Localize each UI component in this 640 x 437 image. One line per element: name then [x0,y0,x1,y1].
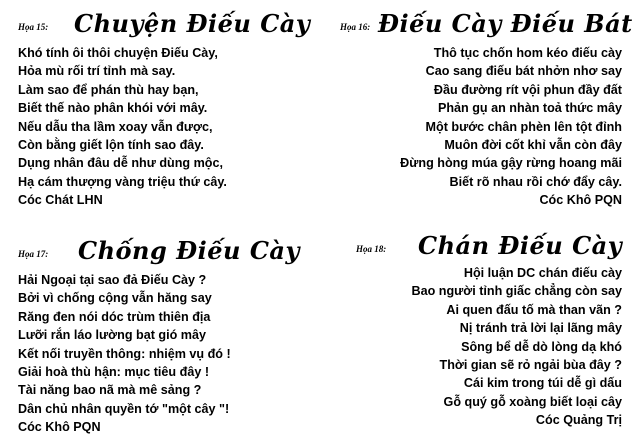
poem-line: Hội luận DC chán điếu cày [463,266,622,280]
poem-line: Hỏa mù rối trí tỉnh mà say. [18,64,176,79]
poem-title: Điếu Cày Điếu Bát [378,9,633,38]
poem-line: Phản gụ an nhàn toả thức mây [437,101,622,116]
poem-16 [330,4,633,210]
poem-lines [18,271,318,437]
poem-line: Răng đen nói dóc trùm thiên địa [18,309,211,324]
poem-line: Dụng nhân đâu dễ như dùng mộc, [18,156,224,171]
poem-line: Hạ cám thượng vàng triệu thứ cây. [18,174,227,189]
poem-line: Làm sao để phán thù hay bạn, [18,82,199,97]
poem-header [18,4,311,38]
poem-line: Biết thế nào phân khói với mây. [18,101,208,116]
poem-title: Chán Điếu Cày [418,231,623,260]
poem-line: Muôn đời cốt khỉ vẫn còn đây [444,138,622,153]
poem-line: Bao người tỉnh giấc chẳng còn say [411,284,622,299]
poem-line: Tài năng bao nã mà mê sảng ? [18,383,202,398]
poem-line: Khó tính ôi thôi chuyện Điếu Cày, [18,46,218,60]
poem-line: Nếu dẫu tha lầm xoay vẫn được, [18,119,213,134]
poem-line: Giải hoà thù hận: mục tiêu đây ! [18,365,210,380]
poem-line: Thô tục chốn hom kéo điếu cày [433,46,622,60]
poem-line: Hải Ngoại tại sao đả Điếu Cày ? [18,273,207,287]
poem-header [330,226,622,260]
poem-lines [330,264,622,430]
poem-lines [330,44,622,210]
poem-number: Họa 17: [18,249,49,259]
poem-line: Kết nối truyền thông: nhiệm vụ đó ! [18,346,231,361]
poem-line: Bởi vì chống cộng vẫn hăng say [18,291,212,306]
poem-line: Lưỡi rắn láo lường bạt gió mây [18,328,206,343]
poem-line: Cao sang điếu bát nhởn nhơ say [425,64,622,79]
poem-line: Cái kim trong túi dễ gì dấu [463,376,622,391]
poem-line: Đầu đường rít vội phun đầy đất [433,82,622,97]
poem-title: Chống Điếu Cày [78,236,300,265]
poem-author: Cóc Khô PQN [18,420,101,435]
poem-line: Một bước chân phèn lên tột đỉnh [425,119,622,134]
poem-line: Thời gian sẽ rỏ ngải bùa đây ? [439,358,622,373]
poem-15 [18,4,311,210]
poem-title: Chuyện Điếu Cày [74,9,311,38]
poem-number: Họa 18: [356,244,387,254]
poem-line: Nị tránh trả lời lại lãng mây [459,321,622,336]
poem-header [330,4,633,38]
poem-line: Ai quen đấu tố mà than vãn ? [446,302,622,317]
poem-18 [330,226,622,430]
poem-author: Cóc Khô PQN [539,193,622,208]
poem-line: Gỗ quý gỗ xoàng biết loại cây [443,394,622,409]
poem-number: Họa 15: [18,22,49,32]
poem-lines [18,44,308,210]
poem-author: Cóc Quảng Trị [535,413,622,428]
poem-header [18,231,318,265]
poem-number: Họa 16: [340,22,371,32]
poem-author: Cóc Chát LHN [18,193,103,208]
poem-line: Đừng hòng múa gậy rừng hoang mãi [400,156,622,171]
poem-line: Biết rõ nhau rồi chớ đẩy cây. [449,174,622,189]
poem-line: Sông bể dễ dò lòng dạ khó [461,339,622,354]
poem-17 [18,231,318,437]
poem-line: Dân chủ nhân quyền tớ "một cây "! [18,401,230,416]
poem-line: Còn bằng giết lộn tính sao đây. [18,138,204,153]
